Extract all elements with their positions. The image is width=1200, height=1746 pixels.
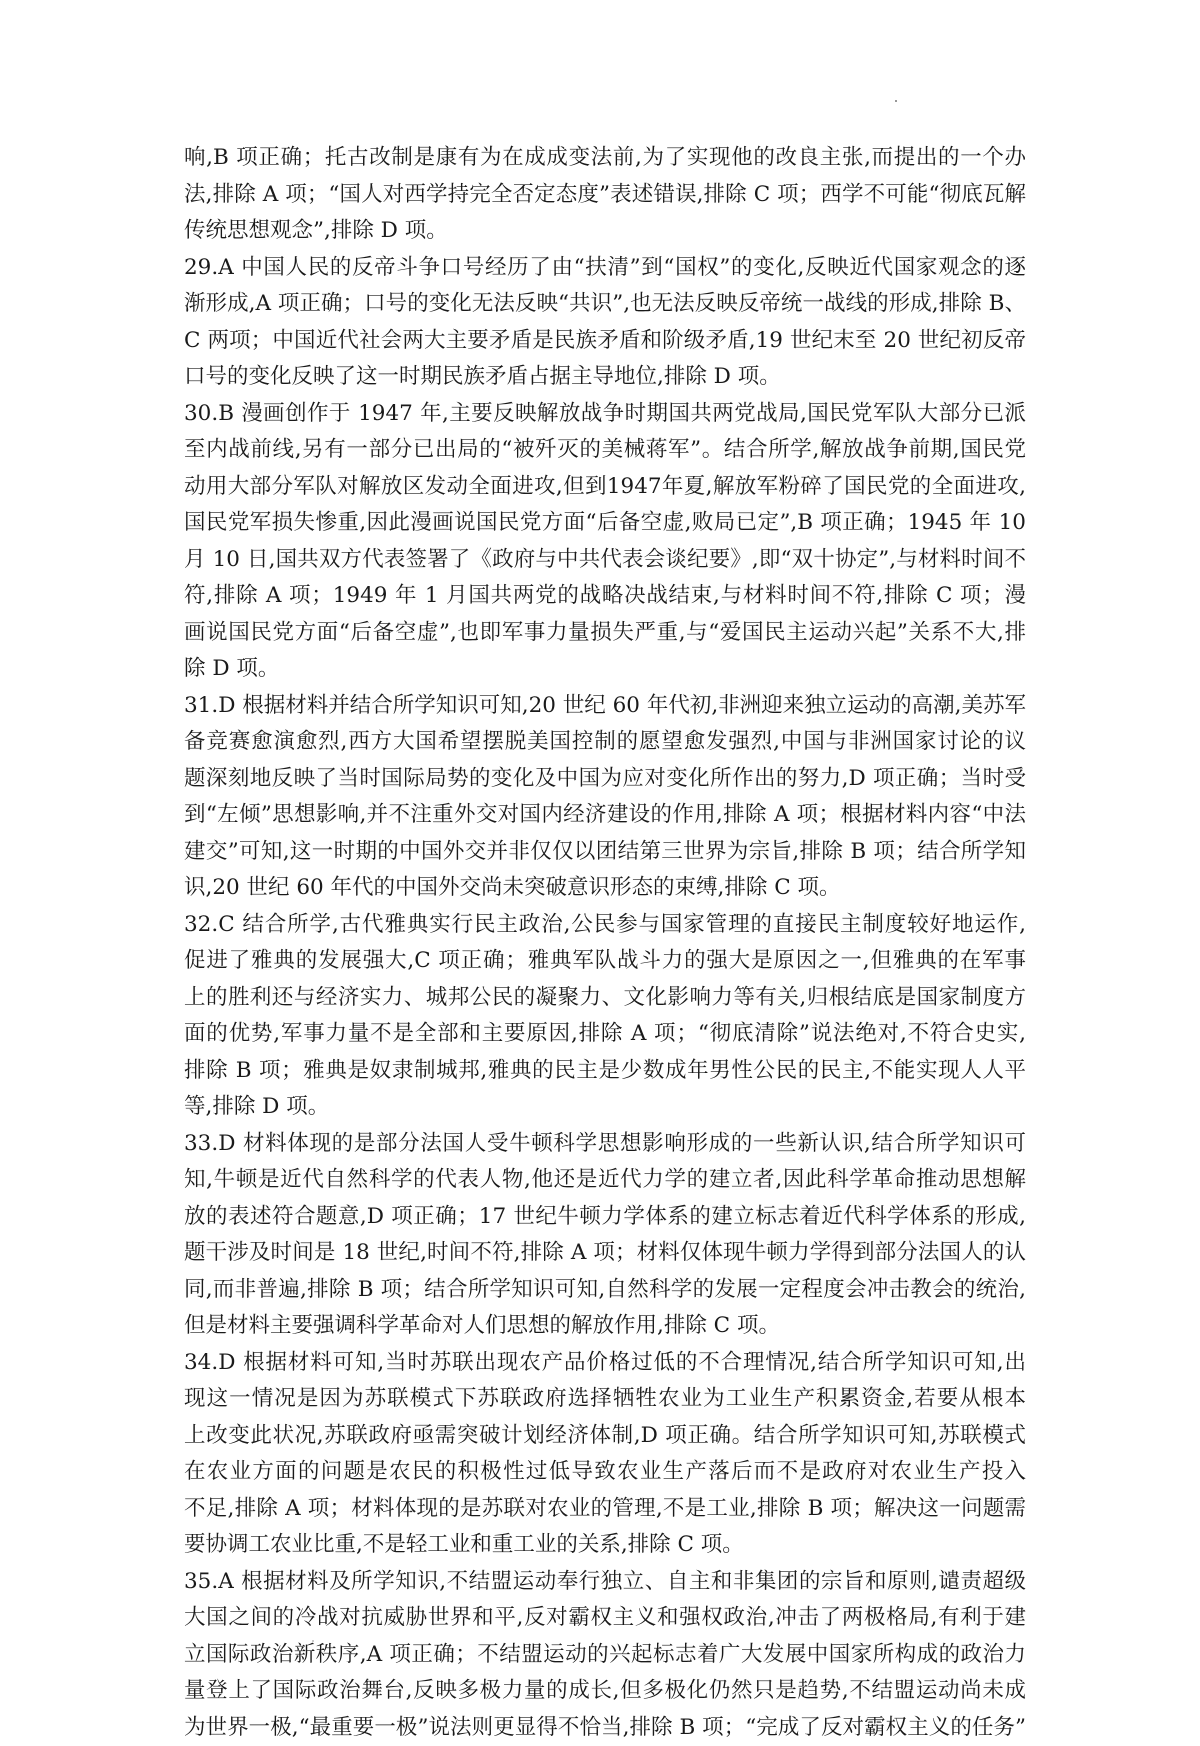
text-line: 备竞赛愈演愈烈,西方大国希望摆脱美国控制的愿望愈发强烈,中国与非洲国家讨论的议 [184, 724, 1026, 761]
text-line: 动用大部分军队对解放区发动全面进攻,但到1947年夏,解放军粉碎了国民党的全面进攻, [184, 469, 1026, 506]
text-line: 排除 B 项；雅典是奴隶制城邦,雅典的民主是少数成年男性公民的民主,不能实现人人平 [184, 1053, 1026, 1090]
text-line: 上改变此状况,苏联政府亟需突破计划经济体制,D 项正确。结合所学知识可知,苏联模式 [184, 1418, 1026, 1455]
text-line: 国民党军损失惨重,因此漫画说国民党方面“后备空虚,败局已定”,B 项正确；1945 年 10 [184, 505, 1026, 542]
text-line: 现这一情况是因为苏联模式下苏联政府选择牺牲农业为工业生产积累资金,若要从根本 [184, 1381, 1026, 1418]
text-line: 识,20 世纪 60 年代的中国外交尚未突破意识形态的束缚,排除 C 项。 [184, 870, 1026, 907]
text-line: 口号的变化反映了这一时期民族矛盾占据主导地位,排除 D 项。 [184, 359, 1026, 396]
text-line: 33.D 材料体现的是部分法国人受牛顿科学思想影响形成的一些新认识,结合所学知识可 [184, 1126, 1026, 1163]
text-line: 立国际政治新秩序,A 项正确；不结盟运动的兴起标志着广大发展中国家所构成的政治力 [184, 1637, 1026, 1674]
text-line: 到“左倾”思想影响,并不注重外交对国内经济建设的作用,排除 A 项；根据材料内容“中法 [184, 797, 1026, 834]
text-line: 为世界一极,“最重要一极”说法则更显得不恰当,排除 B 项；“完成了反对霸权主义的任务” [184, 1710, 1026, 1746]
text-line: 30.B 漫画创作于 1947 年,主要反映解放战争时期国共两党战局,国民党军队大部分已派 [184, 396, 1026, 433]
text-line: 题干涉及时间是 18 世纪,时间不符,排除 A 项；材料仅体现牛顿力学得到部分法国人的认 [184, 1235, 1026, 1272]
text-line: 月 10 日,国共双方代表签署了《政府与中共代表会谈纪要》,即“双十协定”,与材料时间不 [184, 542, 1026, 579]
text-line: 34.D 根据材料可知,当时苏联出现农产品价格过低的不合理情况,结合所学知识可知,出 [184, 1345, 1026, 1382]
text-line: 画说国民党方面“后备空虚”,也即军事力量损失严重,与“爱国民主运动兴起”关系不大,排 [184, 615, 1026, 652]
text-line: 等,排除 D 项。 [184, 1089, 1026, 1126]
text-line: 至内战前线,另有一部分已出局的“被歼灭的美械蒋军”。结合所学,解放战争前期,国民党 [184, 432, 1026, 469]
text-line: 除 D 项。 [184, 651, 1026, 688]
text-line: 符,排除 A 项；1949 年 1 月国共两党的战略决战结束,与材料时间不符,排除 C 项；漫 [184, 578, 1026, 615]
text-line: 在农业方面的问题是农民的积极性过低导致农业生产落后而不是政府对农业生产投入 [184, 1454, 1026, 1491]
text-line: 渐形成,A 项正确；口号的变化无法反映“共识”,也无法反映反帝统一战线的形成,排除 B、 [184, 286, 1026, 323]
text-line: 法,排除 A 项；“国人对西学持完全否定态度”表述错误,排除 C 项；西学不可能“彻底瓦解 [184, 177, 1026, 214]
text-line: 要协调工农业比重,不是轻工业和重工业的关系,排除 C 项。 [184, 1527, 1026, 1564]
answer-explanation-text [184, 140, 1026, 1746]
text-line: 大国之间的冷战对抗威胁世界和平,反对霸权主义和强权政治,冲击了两极格局,有利于建 [184, 1600, 1026, 1637]
text-line: C 两项；中国近代社会两大主要矛盾是民族矛盾和阶级矛盾,19 世纪末至 20 世纪初反帝 [184, 323, 1026, 360]
text-line: 32.C 结合所学,古代雅典实行民主政治,公民参与国家管理的直接民主制度较好地运作, [184, 907, 1026, 944]
text-line: 建交”可知,这一时期的中国外交并非仅仅以团结第三世界为宗旨,排除 B 项；结合所学知 [184, 834, 1026, 871]
text-line: 29.A 中国人民的反帝斗争口号经历了由“扶清”到“国权”的变化,反映近代国家观念的逐 [184, 250, 1026, 287]
text-line: 35.A 根据材料及所学知识,不结盟运动奉行独立、自主和非集团的宗旨和原则,谴责超级 [184, 1564, 1026, 1601]
text-line: 31.D 根据材料并结合所学知识可知,20 世纪 60 年代初,非洲迎来独立运动的高潮,美苏军 [184, 688, 1026, 725]
text-line: 知,牛顿是近代自然科学的代表人物,他还是近代力学的建立者,因此科学革命推动思想解 [184, 1162, 1026, 1199]
text-line: 量登上了国际政治舞台,反映多极力量的成长,但多极化仍然只是趋势,不结盟运动尚未成 [184, 1673, 1026, 1710]
scan-speck [895, 100, 897, 102]
text-line: 但是材料主要强调科学革命对人们思想的解放作用,排除 C 项。 [184, 1308, 1026, 1345]
text-line: 题深刻地反映了当时国际局势的变化及中国为应对变化所作出的努力,D 项正确；当时受 [184, 761, 1026, 798]
text-line: 同,而非普遍,排除 B 项；结合所学知识可知,自然科学的发展一定程度会冲击教会的统治, [184, 1272, 1026, 1309]
text-line: 上的胜利还与经济实力、城邦公民的凝聚力、文化影响力等有关,归根结底是国家制度方 [184, 980, 1026, 1017]
text-line: 促进了雅典的发展强大,C 项正确；雅典军队战斗力的强大是原因之一,但雅典的在军事 [184, 943, 1026, 980]
text-line: 放的表述符合题意,D 项正确；17 世纪牛顿力学体系的建立标志着近代科学体系的形成, [184, 1199, 1026, 1236]
text-line: 传统思想观念”,排除 D 项。 [184, 213, 1026, 250]
text-line: 响,B 项正确；托古改制是康有为在成成变法前,为了实现他的改良主张,而提出的一个办 [184, 140, 1026, 177]
text-line: 不足,排除 A 项；材料体现的是苏联对农业的管理,不是工业,排除 B 项；解决这一问题需 [184, 1491, 1026, 1528]
text-line: 面的优势,军事力量不是全部和主要原因,排除 A 项；“彻底清除”说法绝对,不符合史实, [184, 1016, 1026, 1053]
